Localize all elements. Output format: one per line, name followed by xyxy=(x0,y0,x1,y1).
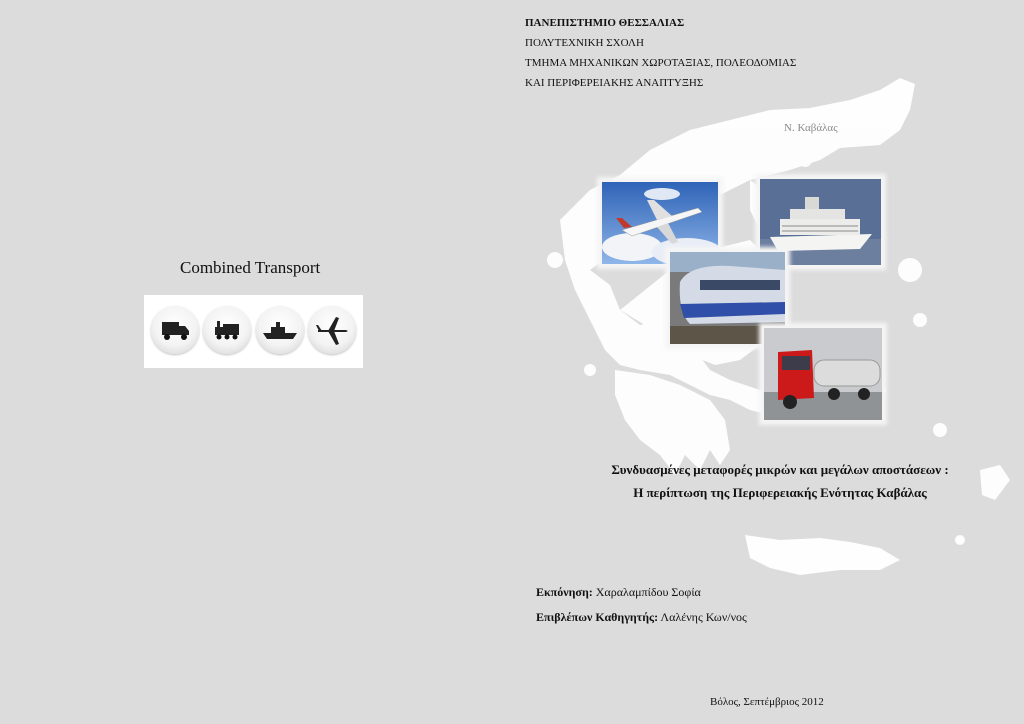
truck-icon xyxy=(151,306,199,354)
place-date: Βόλος, Σεπτέμβριος 2012 xyxy=(710,696,824,708)
prepared-by-label: Εκπόνηση: xyxy=(536,585,593,599)
map-label-kavala: Ν. Καβάλας xyxy=(784,122,838,134)
university-name: ΠΑΝΕΠΙΣΤΗΜΙΟ ΘΕΣΣΑΛΙΑΣ xyxy=(525,17,685,29)
truck-photo xyxy=(762,326,884,422)
airplane-icon xyxy=(308,306,356,354)
supervisor-value: Λαλένης Κων/νος xyxy=(660,610,747,624)
thesis-title xyxy=(560,458,1000,504)
department-line-2: ΚΑΙ ΠΕΡΙΦΕΡΕΙΑΚΗΣ ΑΝΑΠΤΥΞΗΣ xyxy=(525,77,704,89)
train-icon xyxy=(203,306,251,354)
thesis-title-line-1: Συνδυασμένες μεταφορές μικρών και μεγάλων αποστάσεων : xyxy=(611,462,949,477)
supervisor-label: Επιβλέπων Καθηγητής: xyxy=(536,610,659,624)
thesis-title-line-2: Η περίπτωση της Περιφερειακής Ενότητας Καβάλας xyxy=(633,485,927,500)
prepared-by-row xyxy=(536,580,747,605)
ship-icon xyxy=(256,306,304,354)
prepared-by-value: Χαραλαμπίδου Σοφία xyxy=(595,585,701,599)
school-name: ΠΟΛΥΤΕΧΝΙΚΗ ΣΧΟΛΗ xyxy=(525,37,644,49)
back-cover-title: Combined Transport xyxy=(180,258,321,277)
supervisor-row xyxy=(536,605,747,630)
author-block xyxy=(536,580,747,630)
institution-header xyxy=(525,13,796,93)
department-line-1: ΤΜΗΜΑ ΜΗΧΑΝΙΚΩΝ ΧΩΡΟΤΑΞΙΑΣ, ΠΟΛΕΟΔΟΜΙΑΣ xyxy=(525,57,797,69)
transport-icon-strip xyxy=(144,295,363,368)
